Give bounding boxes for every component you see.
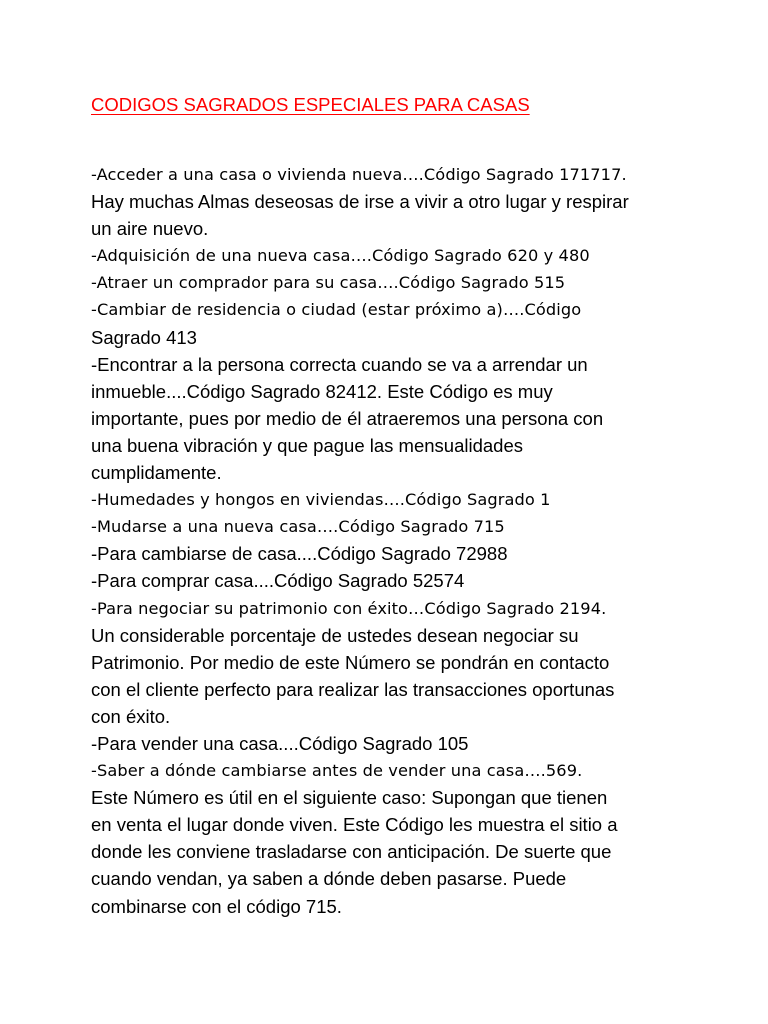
text-line: -Cambiar de residencia o ciudad (estar próximo a)….Código	[91, 300, 582, 320]
text-line: cumplidamente.	[91, 462, 222, 484]
text-line: importante, pues por medio de él atraeremos una persona con	[91, 407, 604, 429]
document-body	[91, 161, 711, 920]
text-line: -Adquisición de una nueva casa….Código Sagrado 620 y 480	[91, 246, 590, 266]
text-line: con éxito.	[91, 705, 171, 727]
text-line: -Para negociar su patrimonio con éxito…Código Sagrado 2194.	[91, 598, 607, 618]
text-line: en venta el lugar donde viven. Este Código les muestra el sitio a	[91, 814, 618, 836]
text-line: Patrimonio. Por medio de este Número se pondrán en contacto	[91, 651, 610, 673]
text-line: -Acceder a una casa o vivienda nueva….Código Sagrado 171717.	[91, 165, 627, 184]
text-line: Este Número es útil en el siguiente caso: Supongan que tienen	[91, 787, 608, 809]
text-line: con el cliente perfecto para realizar las transacciones oportunas	[91, 678, 615, 700]
text-line: Hay muchas Almas deseosas de irse a vivir a otro lugar y respirar	[91, 191, 629, 213]
text-line: inmueble....Código Sagrado 82412. Este Código es muy	[91, 380, 553, 402]
text-line: -Mudarse a una nueva casa….Código Sagrado 715	[91, 517, 505, 537]
text-line: -Atraer un comprador para su casa….Código Sagrado 515	[91, 273, 566, 293]
text-line: una buena vibración y que pague las mensualidades	[91, 434, 523, 456]
text-line: -Saber a dónde cambiarse antes de vender una casa….569.	[91, 761, 583, 781]
text-line: un aire nuevo.	[91, 218, 209, 240]
text-line: cuando vendan, ya saben a dónde deben pasarse. Puede	[91, 868, 567, 890]
text-line: -Para vender una casa....Código Sagrado 105	[91, 732, 469, 754]
document-title: CODIGOS SAGRADOS ESPECIALES PARA CASAS	[91, 94, 530, 115]
text-line: -Humedades y hongos en viviendas….Código Sagrado 1	[91, 490, 551, 510]
text-line: -Para cambiarse de casa....Código Sagrado 72988	[91, 543, 508, 565]
text-line: -Para comprar casa....Código Sagrado 52574	[91, 570, 465, 592]
text-line: -Encontrar a la persona correcta cuando se va a arrendar un	[91, 353, 588, 375]
text-line: combinarse con el código 715.	[91, 895, 342, 917]
text-line: donde les conviene trasladarse con anticipación. De suerte que	[91, 841, 612, 863]
text-line: Un considerable porcentaje de ustedes desean negociar su	[91, 624, 579, 646]
text-line: Sagrado 413	[91, 326, 197, 348]
